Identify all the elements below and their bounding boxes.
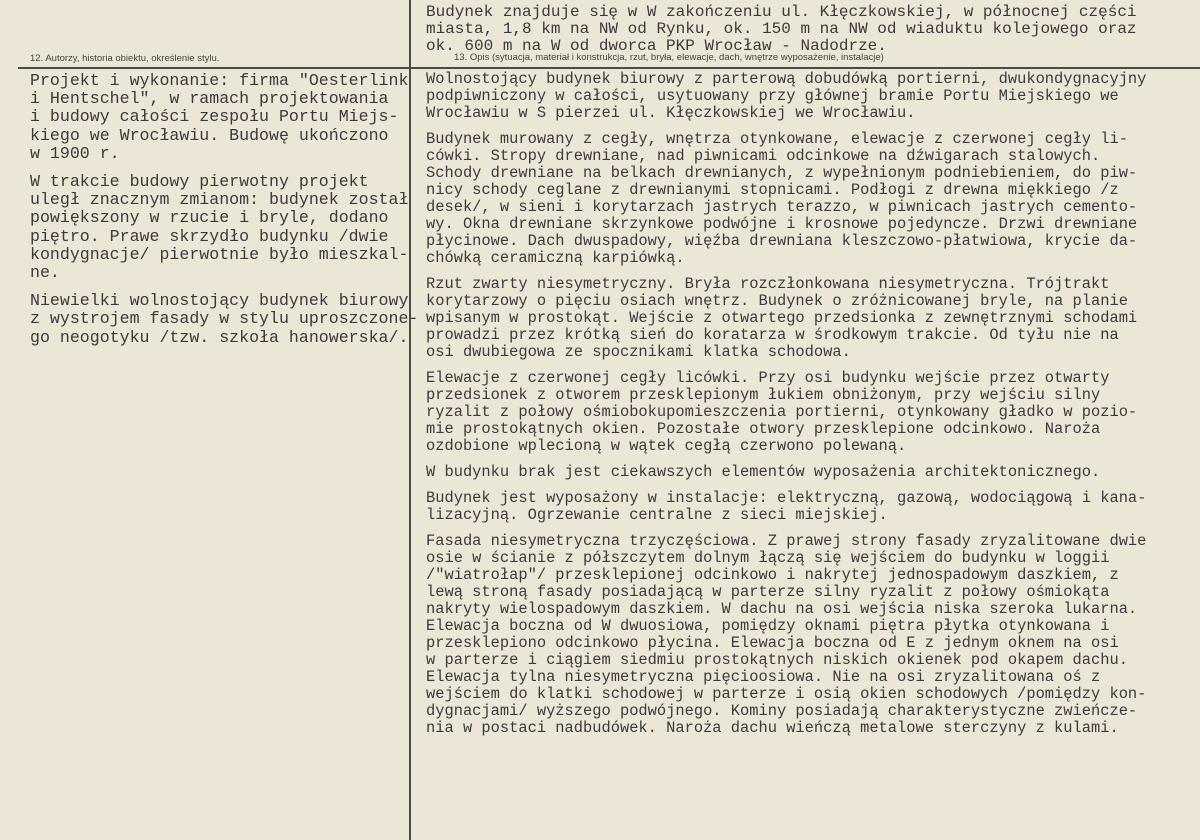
description-paragraph: [426, 131, 1200, 267]
description-paragraph: [426, 464, 1200, 481]
text-line: płycinowe. Dach dwuspadowy, więźba drewniana kleszczowo-płatwiowa, krycie da-: [426, 232, 1138, 250]
text-line: i budowy całości zespołu Portu Miejs-: [30, 107, 399, 127]
text-line: kondygnacje/ pierwotnie było mieszkal-: [30, 244, 409, 264]
text-line: wejściem do klatki schodowej w parterze i osią okien schodowych /pomiędzy kon-: [426, 685, 1147, 703]
text-line: powiększony w rzucie i bryle, dodano: [30, 208, 389, 228]
text-line: lewą stroną fasady posiadającą w parterze silny ryzalit z połowy ośmiokąta: [426, 583, 1110, 601]
text-line: przesklepiono odcinkowo płycina. Elewacja boczna od E z jednym oknem na osi: [426, 634, 1119, 652]
history-paragraph: [30, 71, 409, 163]
text-line: kiego we Wrocławiu. Budowę ukończono: [30, 125, 389, 145]
text-line: wpisanym w prostokąt. Wejście z otwartego przedsionka z zewnętrznymi schodami: [426, 309, 1138, 327]
history-paragraph: [30, 172, 409, 283]
description-paragraph: [426, 370, 1200, 455]
text-line: desek/, w sieni i korytarzach jastrych terazzo, w piwnicach jastrych cemento-: [426, 198, 1138, 216]
description-paragraph: [426, 71, 1200, 122]
text-line: prowadzi przez krótką sień do koratarza w środkowym trakcie. Od tyłu nie na: [426, 326, 1119, 344]
text-line: nia w postaci nadbudówek. Naroża dachu wieńczą metalowe sterczyny z kulami.: [426, 719, 1119, 737]
text-line: Budynek murowany z cegły, wnętrza otynkowane, elewacje z czerwonej cegły li-: [426, 130, 1128, 148]
text-line: nicy schody ceglane z drewnianymi stopnicami. Podłogi z drewna miękkiego /z: [426, 181, 1119, 199]
text-line: osi dwubiegowa ze spocznikami klatka schodowa.: [426, 343, 851, 361]
location-line: miasta, 1,8 km na NW od Rynku, ok. 150 m na NW od wiaduktu kolejowego oraz: [426, 20, 1137, 38]
text-line: lizacyjną. Ogrzewanie centralne z sieci miejskiej.: [426, 506, 888, 524]
text-line: uległ znacznym zmianom: budynek został: [30, 190, 409, 210]
text-line: Budynek jest wyposażony w instalacje: elektryczną, gazową, wodociągową i kana-: [426, 489, 1147, 507]
description-paragraph: [426, 490, 1200, 524]
text-line: Elewacja tylna niesymetryczna pięcioosiowa. Nie na osi zryzalitowana oś z: [426, 668, 1101, 686]
text-line: Rzut zwarty niesymetryczny. Bryła rozczłonkowana niesymetryczna. Trójtrakt: [426, 275, 1110, 293]
text-line: Wolnostojący budynek biurowy z parterową dobudówką portierni, dwukondygnacyjny: [426, 70, 1147, 88]
text-line: W budynku brak jest ciekawszych elementów wyposażenia architektonicznego.: [426, 463, 1101, 481]
text-line: Projekt i wykonanie: firma "Oesterlink: [30, 71, 409, 90]
text-line: ne.: [30, 263, 60, 283]
text-line: w parterze i ciągiem siedmiu prostokątnych niskich okienek pod okapem dachu.: [426, 651, 1128, 669]
text-line: W trakcie budowy pierwotny projekt: [30, 172, 369, 192]
text-line: Elewacja boczna od W dwuosiowa, pomiędzy oknami piętra płytka otynkowana i: [426, 617, 1110, 635]
text-line: chówką ceramiczną karpiówką.: [426, 249, 685, 267]
section-12-body: [30, 71, 419, 357]
text-line: nakryty wielospadowym daszkiem. W dachu na osi wejścia niska szeroka lukarna.: [426, 600, 1138, 618]
history-paragraph: [30, 291, 419, 347]
text-line: Fasada niesymetryczna trzyczęściowa. Z prawej strony fasady zryzalitowane dwie: [426, 532, 1147, 550]
text-line: dygnacjami/ wyższego podwójnego. Kominy posiadają charakterystyczne zwieńcze-: [426, 702, 1138, 720]
text-line: wy. Okna drewniane skrzynkowe podwójne i krosnowe pojedyncze. Drzwi drewniane: [426, 215, 1138, 233]
horizontal-rule: [18, 67, 1200, 69]
text-line: piętro. Prawe skrzydło budynku /dwie: [30, 226, 389, 246]
column-divider: [409, 0, 411, 840]
text-line: Niewielki wolnostojący budynek biurowy: [30, 291, 409, 311]
text-line: i Hentschel", w ramach projektowania: [30, 89, 389, 109]
text-line: ozdobione wplecioną w wątek cegłą czerwono polewaną.: [426, 437, 907, 455]
text-line: w 1900 r.: [30, 143, 120, 163]
location-line: ok. 600 m na W od dworca PKP Wrocław - Nadodrze.: [426, 37, 887, 55]
text-line: Schody drewniane na belkach drewnianych, z wypełnionym podniebieniem, do piw-: [426, 164, 1138, 182]
text-line: Wrocławiu w S pierzei ul. Kłęczkowskiej we Wrocławiu.: [426, 104, 916, 122]
section-13-label: 13. Opis (sytuacja, materiał i konstrukcja, rzut, bryła, elewacje, dach, wnętrze wyposażenie, instalacje): [454, 52, 884, 63]
text-line: podpiwniczony w całości, usytuowany przy głównej bramie Portu Miejskiego we: [426, 87, 1119, 105]
text-line: mie prostokątnych okien. Pozostałe otwory przesklepione odcinkowo. Naroża: [426, 420, 1101, 438]
text-line: Elewacje z czerwonej cegły licówki. Przy osi budynku wejście przez otwarty: [426, 369, 1110, 387]
text-line: /"wiatrołap"/ przesklepionej odcinkowo i nakrytej jednospadowym daszkiem, z: [426, 566, 1119, 584]
text-line: przedsionek z otworem przesklepionym łukiem obniżonym, przy wejściu silny: [426, 386, 1101, 404]
text-line: korytarzowy o pięciu osiach wnętrz. Budynek o zróżnicowanej bryle, na planie: [426, 292, 1128, 310]
description-paragraph: [426, 276, 1200, 361]
text-line: ryzalit z połowy ośmiobokupomieszczenia portierni, otynkowany gładko w pozio-: [426, 403, 1138, 421]
text-line: osie w ścianie z półszczytem dolnym łączą się wejściem do budynku w loggii: [426, 549, 1110, 567]
section-13-body: [426, 71, 1200, 746]
section-12-label: 12. Autorzy, historia obiektu, określenie stylu.: [30, 53, 220, 64]
text-line: go neogotyku /tzw. szkoła hanowerska/.: [30, 327, 409, 347]
location-line: Budynek znajduje się w W zakończeniu ul. Kłęczkowskiej, w północnej części: [426, 3, 1137, 21]
text-line: z wystrojem fasady w stylu uproszczone-: [30, 309, 419, 329]
description-paragraph: [426, 533, 1200, 737]
location-block: [426, 4, 1200, 55]
text-line: cówki. Stropy drewniane, nad piwnicami odcinkowe na dźwigarach stalowych.: [426, 147, 1101, 165]
